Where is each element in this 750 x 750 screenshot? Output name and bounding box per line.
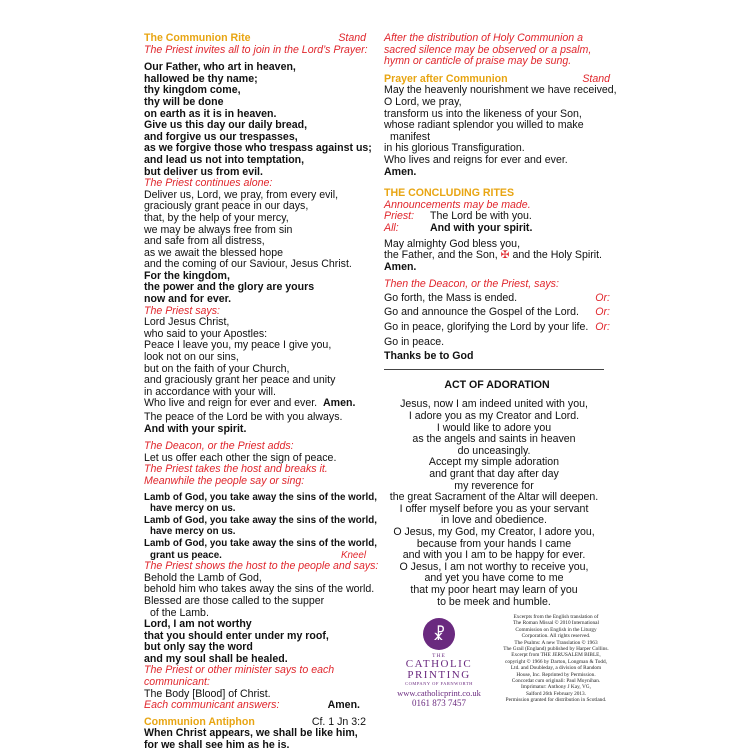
prayer-line: have mercy on us. xyxy=(150,503,236,515)
amen: Amen. xyxy=(327,699,360,712)
copyright-line: Commission on English in the Liturgy xyxy=(515,626,597,633)
rubric: communicant: xyxy=(144,676,210,689)
communion-rite-header xyxy=(144,33,366,45)
cross-icon: ✠ xyxy=(500,249,510,262)
prayer-line: Accept my simple adoration xyxy=(428,456,560,469)
prayer-line: The Body [Blood] of Christ. xyxy=(144,687,271,700)
prayer-line: but only say the word xyxy=(144,641,253,654)
logo-text: CATHOLIC xyxy=(405,658,473,670)
prayer-line: Who lives and reigns for ever and ever. xyxy=(384,153,568,166)
website-link[interactable]: www.catholicprint.co.uk xyxy=(397,688,481,698)
or-label: Or: xyxy=(595,291,610,304)
prayer-line: The peace of the Lord be with you always. xyxy=(144,411,343,423)
prayer-line: have mercy on us. xyxy=(150,526,236,538)
copyright-line: Excerpts from the English translation of xyxy=(513,614,599,620)
dismissal-text: Go and announce the Gospel of the Lord. xyxy=(384,306,579,319)
prayer-line: thy kingdom come, xyxy=(144,84,241,97)
copyright-line: Permission granted for distribution in Scotland. xyxy=(505,697,607,704)
rubric: The Priest shows the host to the people and says: xyxy=(144,560,379,573)
amen: Amen. xyxy=(323,397,356,410)
prayer-line: May almighty God bless you, xyxy=(384,237,521,250)
prayer-line: my reverence for xyxy=(454,479,534,492)
amen: Amen. xyxy=(384,165,417,178)
section-title: THE CONCLUDING RITES xyxy=(384,187,515,200)
right-column xyxy=(384,32,617,608)
publisher-logo xyxy=(384,610,494,710)
posture-label: Stand xyxy=(338,32,366,44)
prayer-line: Deliver us, Lord, we pray, from every evil, xyxy=(144,188,339,201)
phone-number: 0161 873 7457 xyxy=(412,698,466,708)
rubric: After the distribution of Holy Communion a xyxy=(384,32,584,44)
prayer-line: and graciously grant her peace and unity xyxy=(144,374,336,387)
prayer-line: and my soul shall be healed. xyxy=(144,652,288,665)
prayer-line: and the coming of our Saviour, Jesus Christ. xyxy=(144,258,352,271)
rubric: sacred silence may be observed or a psalm, xyxy=(384,43,592,56)
lord-not-worthy xyxy=(144,619,366,665)
copyright-line: Excerpt from THE JERUSALEM BIBLE, xyxy=(511,652,601,659)
copyright-line: Ltd. and Doubleday, a division of Random xyxy=(510,665,602,672)
prayer-line: I would like to adore you xyxy=(436,421,552,434)
copyright-line: Salford 26th February 2013. xyxy=(525,690,587,697)
chi-rho-icon: ☧ xyxy=(423,618,455,650)
copyright-line: The Grail (England) published by Harper Collins. xyxy=(503,646,609,653)
prayer-line: When Christ appears, we shall be like him, xyxy=(144,727,358,740)
prayer-line: hallowed be thy name; xyxy=(144,72,258,85)
prayer-line: we may be always free from sin xyxy=(144,223,293,236)
prayer-line: but deliver us from evil. xyxy=(144,165,263,178)
prayer-line: Behold the Lamb of God, xyxy=(144,571,262,584)
response: Thanks be to God xyxy=(384,350,474,363)
prayer-line: that my poor heart may learn of you xyxy=(410,583,578,596)
or-label: Or: xyxy=(595,306,610,319)
prayer-line: that, by the help of your mercy, xyxy=(144,211,289,224)
prayer-line: O Jesus, my God, my Creator, I adore you, xyxy=(393,525,595,538)
dismissal-option xyxy=(384,307,610,319)
dismissal-option xyxy=(384,322,610,334)
section-title: Communion Antiphon xyxy=(144,715,255,728)
dismissal-text: Go in peace, glorifying the Lord by your life. xyxy=(384,321,589,334)
prayer-line: of the Lamb. xyxy=(150,606,209,619)
prayer-line: Jesus, now I am indeed united with you, xyxy=(400,398,588,411)
prayer-line: in love and obedience. xyxy=(440,514,548,527)
behold xyxy=(144,571,375,619)
prayer-line: as we await the blessed hope xyxy=(144,246,283,259)
section-title: The Communion Rite xyxy=(144,32,251,44)
prayer-line: Lord, I am not worthy xyxy=(144,618,252,631)
prayer-line: behold him who takes away the sins of the world. xyxy=(144,583,375,596)
rubric: Then the Deacon, or the Priest, says: xyxy=(384,278,559,291)
response: And with your spirit. xyxy=(144,422,247,435)
divider xyxy=(384,369,604,370)
rubric: Announcements may be made. xyxy=(384,198,531,211)
prayer-line: thy will be done xyxy=(144,95,224,108)
lords-prayer xyxy=(144,61,372,178)
prayer-line: transform us into the likeness of your Son, xyxy=(384,107,582,120)
prayer-line: the power and the glory are yours xyxy=(144,281,315,294)
prayer-line: O Jesus, I am not worthy to receive you, xyxy=(399,560,589,573)
prayer-line: whose radiant splendor you willed to make xyxy=(384,119,584,132)
adoration-prayer xyxy=(384,399,604,608)
adoration-title: ACT OF ADORATION xyxy=(444,378,550,391)
blessing-text: and the Holy Spirit. xyxy=(512,249,602,262)
prayer-line: and with you I am to be happy for ever. xyxy=(402,549,586,562)
prayer-line: do unceasingly. xyxy=(457,444,531,457)
embolism xyxy=(144,190,366,271)
amen: Amen. xyxy=(384,260,417,273)
copyright-notice xyxy=(495,614,617,704)
prayer-line: who said to your Apostles: xyxy=(144,327,268,340)
prayer-line: on earth as it is in heaven. xyxy=(144,107,277,120)
rubric: The Priest says: xyxy=(144,304,220,317)
prayer-line: Give us this day our daily bread, xyxy=(144,119,308,132)
prayer-line: and grant that day after day xyxy=(429,468,559,480)
dialogue-line: And with your spirit. xyxy=(430,221,533,234)
rubric: Each communicant answers: xyxy=(144,699,280,712)
rubric: The Priest or other minister says to each xyxy=(144,664,335,677)
prayer-line: that you should enter under my roof, xyxy=(144,629,329,642)
publisher-footer xyxy=(384,610,614,710)
prayer-line: and safe from all distress, xyxy=(144,235,265,248)
copyright-line: The Roman Missal © 2010 International xyxy=(513,620,599,627)
prayer-line: and forgive us our trespasses, xyxy=(144,130,298,143)
prayer-line: Peace I leave you, my peace I give you, xyxy=(144,339,332,352)
copyright-line: Concordat cum originali: Paul Moynihan. xyxy=(511,678,601,685)
scripture-ref: Cf. 1 Jn 3:2 xyxy=(311,715,366,728)
dialogue-line: The Lord be with you. xyxy=(430,210,532,223)
copyright-line: Imprimatur: Anthony J Kay, VG, xyxy=(521,684,591,691)
prayer-line: O Lord, we pray, xyxy=(384,95,462,108)
prayer-line: I offer myself before you as your servant xyxy=(399,502,589,515)
copyright-line: House, Inc. Reprinted by Permission. xyxy=(516,671,596,678)
peace-prayer xyxy=(144,317,366,410)
prayer-line xyxy=(144,398,366,410)
prayer-line: Blessed are those called to the supper xyxy=(144,594,325,607)
blessing-text: the Father, and the Son, xyxy=(384,249,498,262)
agnus-dei xyxy=(144,491,377,562)
dismissal-text: Go forth, the Mass is ended. xyxy=(384,291,518,304)
copyright-line: Corporation. All rights reserved. xyxy=(521,633,591,640)
left-column xyxy=(144,32,379,750)
or-label: Or: xyxy=(595,321,610,334)
section-title: Prayer after Communion xyxy=(384,72,508,85)
prayer-line: as we forgive those who trespass against us; xyxy=(144,142,372,155)
prayer-line: but on the faith of your Church, xyxy=(144,362,290,375)
prayer-line: as the angels and saints in heaven xyxy=(412,433,576,446)
copyright-line: The Psalms: A new Translation © 1963 xyxy=(514,639,598,646)
posture-label: Kneel xyxy=(340,549,366,561)
prayer-line: because from your hands I came xyxy=(416,537,572,550)
prayer-line: and yet you have come to me xyxy=(424,572,564,585)
prayer-line: Lamb of God, you take away the sins of the world, xyxy=(144,514,377,526)
dismissal-option xyxy=(384,293,610,305)
rubric: The Priest invites all to join in the Lord’s Prayer: xyxy=(144,43,368,56)
prayer-line: May the heavenly nourishment we have received, xyxy=(384,84,617,97)
rubric: The Priest continues alone: xyxy=(144,177,273,190)
dismissal-text: Go in peace. xyxy=(384,335,445,348)
prayer-line: Lord Jesus Christ, xyxy=(144,316,230,329)
prayer-line: Our Father, who art in heaven, xyxy=(144,61,296,74)
speaker-label: All: xyxy=(384,221,399,234)
prayer-line: I adore you as my Creator and Lord. xyxy=(408,410,580,423)
prayer-line: graciously grant peace in our days, xyxy=(144,200,309,213)
prayer-line: to be meek and humble. xyxy=(437,595,551,608)
speaker-label: Priest: xyxy=(384,210,415,223)
prayer-line: For the kingdom, xyxy=(144,269,230,282)
logo-text: COMPANY OF FARNWORTH xyxy=(405,681,473,686)
prayer-line: grant us peace. xyxy=(150,549,222,561)
rubric: The Priest takes the host and breaks it. xyxy=(144,463,328,476)
doxology xyxy=(144,271,366,306)
prayer-line: and lead us not into temptation, xyxy=(144,153,305,166)
prayer-line: in his glorious Transfiguration. xyxy=(384,142,525,155)
copyright-line: copyright © 1966 by Darton, Longman & Todd, xyxy=(505,658,607,665)
prayer-ending: Who live and reign for ever and ever. xyxy=(144,397,318,410)
logo-text: THE xyxy=(432,653,446,659)
rubric: hymn or canticle of praise may be sung. xyxy=(384,55,572,68)
prayer-line: look not on our sins, xyxy=(144,351,239,364)
prayer-line: Let us offer each other the sign of peace. xyxy=(144,451,337,464)
prayer-line xyxy=(384,250,610,262)
dialogue-all xyxy=(384,223,610,235)
prayer-line: the great Sacrament of the Altar will deepen. xyxy=(389,491,599,504)
rubric: The Deacon, or the Priest adds: xyxy=(144,440,294,453)
prayer-line: Lamb of God, you take away the sins of the world, xyxy=(144,491,377,503)
prayer-line: manifest xyxy=(390,130,431,143)
prayer-line: in accordance with your will. xyxy=(144,385,276,398)
prayer-line: for we shall see him as he is. xyxy=(144,739,290,750)
posture-label: Stand xyxy=(582,72,610,85)
prayer-line: Lamb of God, you take away the sins of the world, xyxy=(144,537,377,549)
prayer-line: now and for ever. xyxy=(144,293,232,306)
rubric: Meanwhile the people say or sing: xyxy=(144,474,305,487)
logo-text: PRINTING xyxy=(407,669,471,681)
